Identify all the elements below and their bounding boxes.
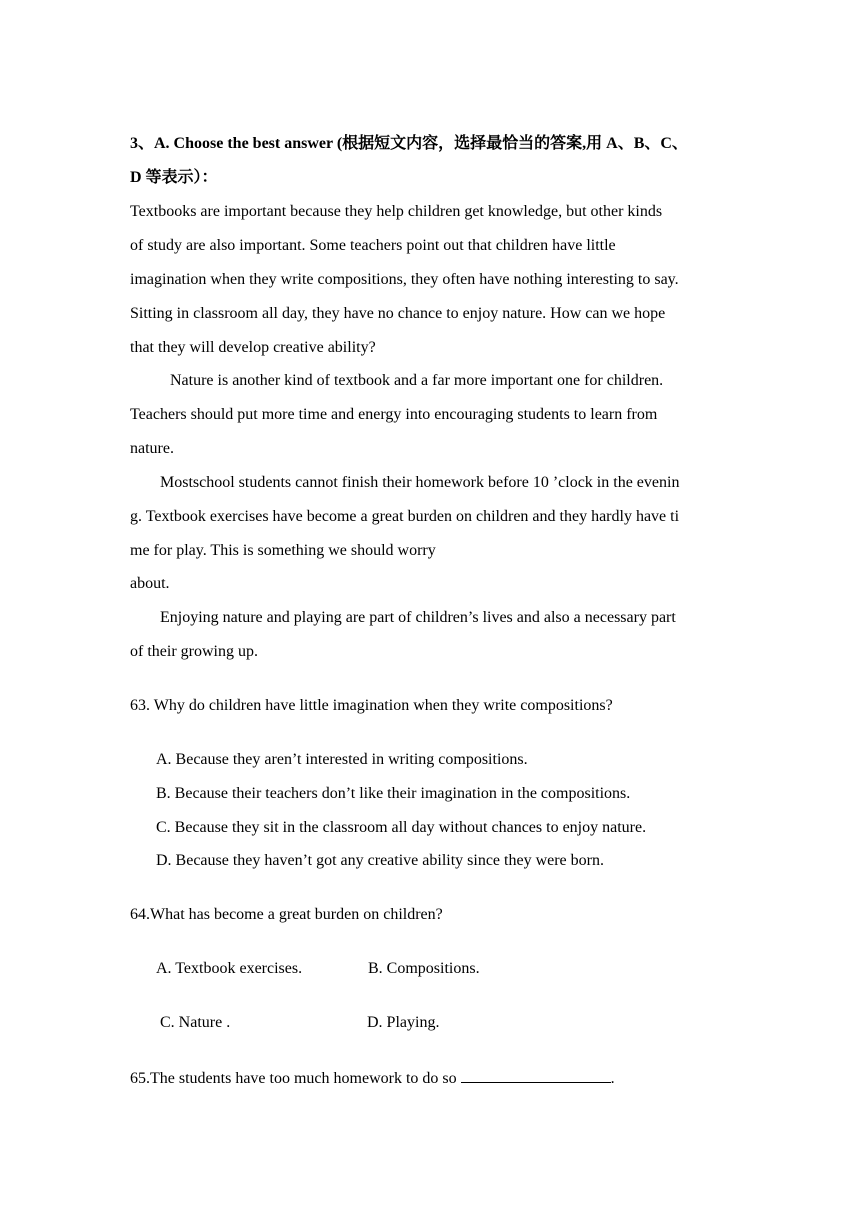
question-64-option-c: C. Nature . — [160, 1014, 231, 1031]
section-heading-line-2: D 等表示）： — [130, 169, 218, 186]
question-65-end: . — [610, 1070, 615, 1087]
passage-line: Mostschool students cannot finish their homework before 10 ’clock in the evenin — [160, 474, 680, 491]
question-63-stem: 63. Why do children have little imagination when they write compositions? — [130, 697, 613, 714]
question-63-option-d: D. Because they haven’t got any creative ability since they were born. — [156, 852, 604, 869]
passage-line: imagination when they write compositions, they often have nothing interesting to say. — [130, 271, 679, 288]
passage-line: g. Textbook exercises have become a great burden on children and they hardly have ti — [130, 508, 680, 525]
question-64-option-d: D. Playing. — [367, 1014, 440, 1031]
passage-line: nature. — [130, 440, 174, 457]
question-65-stem: 65.The students have too much homework to do so — [130, 1070, 457, 1087]
passage-line: Textbooks are important because they help children get knowledge, but other kinds — [130, 203, 663, 220]
question-64-option-b: B. Compositions. — [368, 960, 480, 977]
question-63-option-c: C. Because they sit in the classroom all day without chances to enjoy nature. — [156, 819, 647, 836]
passage-line: Nature is another kind of textbook and a far more important one for children. — [170, 372, 664, 389]
question-64-stem: 64.What has become a great burden on children? — [130, 906, 443, 923]
passage-line: about. — [130, 575, 170, 592]
section-heading-line-1: 3、A. Choose the best answer (根据短文内容，选择最恰当的答案,用 A、B、C、 — [130, 135, 688, 152]
passage-line: Teachers should put more time and energy into encouraging students to learn from — [130, 406, 658, 423]
answer-blank — [461, 1067, 611, 1083]
passage-line: that they will develop creative ability? — [130, 339, 376, 356]
question-63-option-b: B. Because their teachers don’t like their imagination in the compositions. — [156, 785, 631, 802]
question-64-option-a: A. Textbook exercises. — [156, 960, 303, 977]
question-63-option-a: A. Because they aren’t interested in writing compositions. — [156, 751, 528, 768]
passage-line: Enjoying nature and playing are part of children’s lives and also a necessary part — [160, 609, 676, 626]
passage-line: me for play. This is something we should worry — [130, 542, 436, 559]
passage-line: of their growing up. — [130, 643, 258, 660]
question-65 — [130, 1067, 615, 1089]
passage-line: Sitting in classroom all day, they have no chance to enjoy nature. How can we hope — [130, 305, 666, 322]
passage-line: of study are also important. Some teachers point out that children have little — [130, 237, 616, 254]
